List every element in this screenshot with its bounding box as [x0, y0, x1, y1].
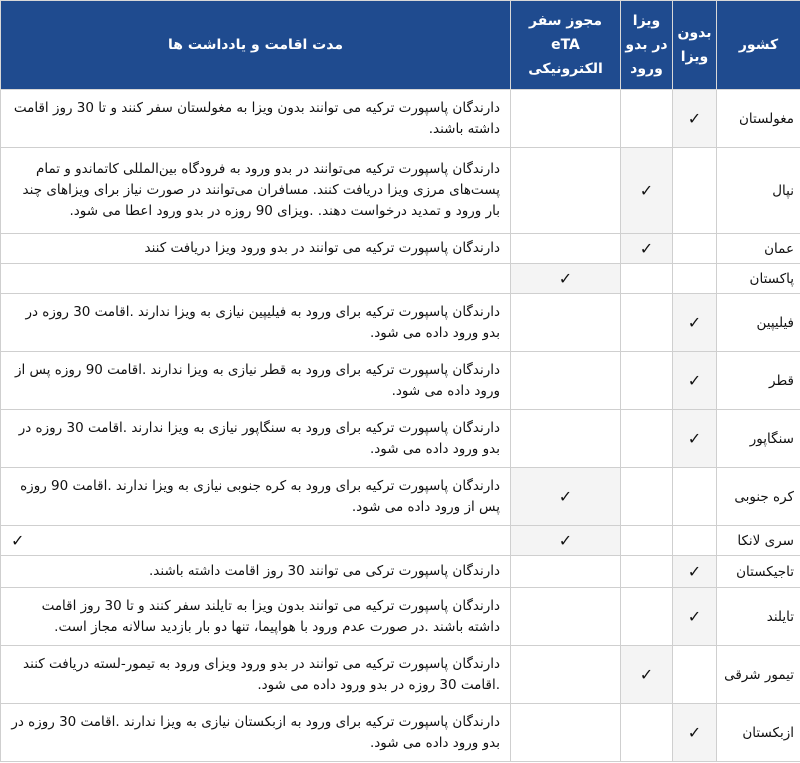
country-name: کره جنوبی — [717, 468, 800, 526]
eta-check-cell — [511, 556, 621, 588]
country-name: قطر — [717, 352, 800, 410]
visa-on-arrival-check-cell — [621, 556, 673, 588]
notes-cell: دارندگان پاسپورت ترکیه می‌توانند در بدو ورود به فرودگاه بین‌المللی کاتماندو و تمام پست‌های مرزی ویزا دریافت کنند. مسافران می‌توانند در صورت نیاز برای ویزاهای چند بار ورود و تمدید درخواست دهند. .ویزای 90 روزه در بدو ورود اعطا می شود. — [1, 148, 511, 234]
header-notes: مدت اقامت و یادداشت ها — [1, 1, 511, 90]
visa-on-arrival-check-cell — [621, 294, 673, 352]
visa-free-check-cell: ✓ — [673, 90, 717, 148]
notes-cell: دارندگان پاسپورت ترکیه برای ورود به قطر نیازی به ویزا ندارند .اقامت 90 روزه پس از ورود داده می شود. — [1, 352, 511, 410]
table-row — [1, 588, 800, 646]
visa-free-check-cell — [673, 526, 717, 556]
header-row — [1, 1, 800, 90]
visa-free-check-cell — [673, 264, 717, 294]
header-visa-on-arrival: ویزا در بدو ورود — [621, 1, 673, 90]
notes-cell: دارندگان پاسپورت ترکیه برای ورود به کره جنوبی نیازی به ویزا ندارند .اقامت 90 روزه پس از ورود داده می شود. — [1, 468, 511, 526]
table-row — [1, 90, 800, 148]
country-name: نپال — [717, 148, 800, 234]
notes-cell — [1, 264, 511, 294]
visa-free-check-cell — [673, 468, 717, 526]
visa-free-check-cell: ✓ — [673, 410, 717, 468]
eta-check-cell — [511, 704, 621, 762]
country-name: مغولستان — [717, 90, 800, 148]
table-header — [1, 1, 800, 90]
table-row — [1, 352, 800, 410]
visa-free-check-cell: ✓ — [673, 588, 717, 646]
eta-check-cell — [511, 148, 621, 234]
eta-check-cell — [511, 234, 621, 264]
visa-free-check-cell — [673, 234, 717, 264]
header-country: کشور — [717, 1, 800, 90]
visa-on-arrival-check-cell — [621, 264, 673, 294]
eta-check-cell — [511, 646, 621, 704]
visa-on-arrival-check-cell — [621, 704, 673, 762]
header-eta: مجوز سفر eTA الکترونیکی — [511, 1, 621, 90]
notes-cell: دارندگان پاسپورت ترکیه می توانند بدون ویزا به مغولستان سفر کنند و تا 30 روز اقامت داشته باشند. — [1, 90, 511, 148]
visa-on-arrival-check-cell — [621, 526, 673, 556]
table-row — [1, 264, 800, 294]
country-name: عمان — [717, 234, 800, 264]
visa-free-check-cell: ✓ — [673, 704, 717, 762]
visa-free-check-cell — [673, 148, 717, 234]
eta-check-cell — [511, 294, 621, 352]
notes-cell: دارندگان پاسپورت ترکیه می توانند بدون ویزا به تایلند سفر کنند و تا 30 روز اقامت داشته باشند .در صورت عدم ورود با هواپیما، تنها دو بار بازدید سالانه مجاز است. — [1, 588, 511, 646]
eta-check-cell — [511, 410, 621, 468]
visa-free-check-cell — [673, 646, 717, 704]
visa-free-check-cell: ✓ — [673, 294, 717, 352]
notes-cell: دارندگان پاسپورت ترکیه برای ورود به فیلیپین نیازی به ویزا ندارند .اقامت 30 روزه در بدو ورود داده می شود. — [1, 294, 511, 352]
visa-on-arrival-check-cell: ✓ — [621, 234, 673, 264]
table-row — [1, 294, 800, 352]
notes-cell: دارندگان پاسپورت ترکیه برای ورود به ازبکستان نیازی به ویزا ندارند .اقامت 30 روزه در بدو ورود داده می شود. — [1, 704, 511, 762]
visa-free-check-cell: ✓ — [673, 352, 717, 410]
table-row — [1, 704, 800, 762]
visa-on-arrival-check-cell — [621, 468, 673, 526]
visa-on-arrival-check-cell — [621, 588, 673, 646]
country-name: ازبکستان — [717, 704, 800, 762]
visa-on-arrival-check-cell: ✓ — [621, 646, 673, 704]
visa-on-arrival-check-cell — [621, 90, 673, 148]
visa-on-arrival-check-cell: ✓ — [621, 148, 673, 234]
table-row — [1, 148, 800, 234]
country-name: تیمور شرقی — [717, 646, 800, 704]
country-name: فیلیپین — [717, 294, 800, 352]
visa-on-arrival-check-cell — [621, 410, 673, 468]
notes-cell: دارندگان پاسپورت ترکیه می توانند در بدو ورود ویزا دریافت کنند — [1, 234, 511, 264]
table-row — [1, 234, 800, 264]
visa-on-arrival-check-cell — [621, 352, 673, 410]
country-name: سنگاپور — [717, 410, 800, 468]
table-row — [1, 556, 800, 588]
table-row — [1, 468, 800, 526]
eta-check-cell — [511, 90, 621, 148]
table-body — [1, 90, 800, 762]
notes-check-mark: ✓ — [1, 526, 511, 556]
eta-check-cell: ✓ — [511, 526, 621, 556]
country-name: سری لانکا — [717, 526, 800, 556]
eta-check-cell: ✓ — [511, 468, 621, 526]
eta-check-cell: ✓ — [511, 264, 621, 294]
country-name: تایلند — [717, 588, 800, 646]
table-row — [1, 410, 800, 468]
header-visa-free: بدون ویزا — [673, 1, 717, 90]
table-row — [1, 646, 800, 704]
eta-check-cell — [511, 352, 621, 410]
notes-cell: دارندگان پاسپورت ترکیه برای ورود به سنگاپور نیازی به ویزا ندارند .اقامت 30 روزه در بدو ورود داده می شود. — [1, 410, 511, 468]
notes-cell: دارندگان پاسپورت ترکیه می توانند در بدو ورود ویزای ورود به تیمور-لسته دریافت کنند .اقامت 30 روزه در بدو ورود داده می شود. — [1, 646, 511, 704]
country-name: پاکستان — [717, 264, 800, 294]
eta-check-cell — [511, 588, 621, 646]
notes-cell: دارندگان پاسپورت ترکی می توانند 30 روز اقامت داشته باشند. — [1, 556, 511, 588]
table-row — [1, 526, 800, 556]
visa-free-check-cell: ✓ — [673, 556, 717, 588]
country-name: تاجیکستان — [717, 556, 800, 588]
